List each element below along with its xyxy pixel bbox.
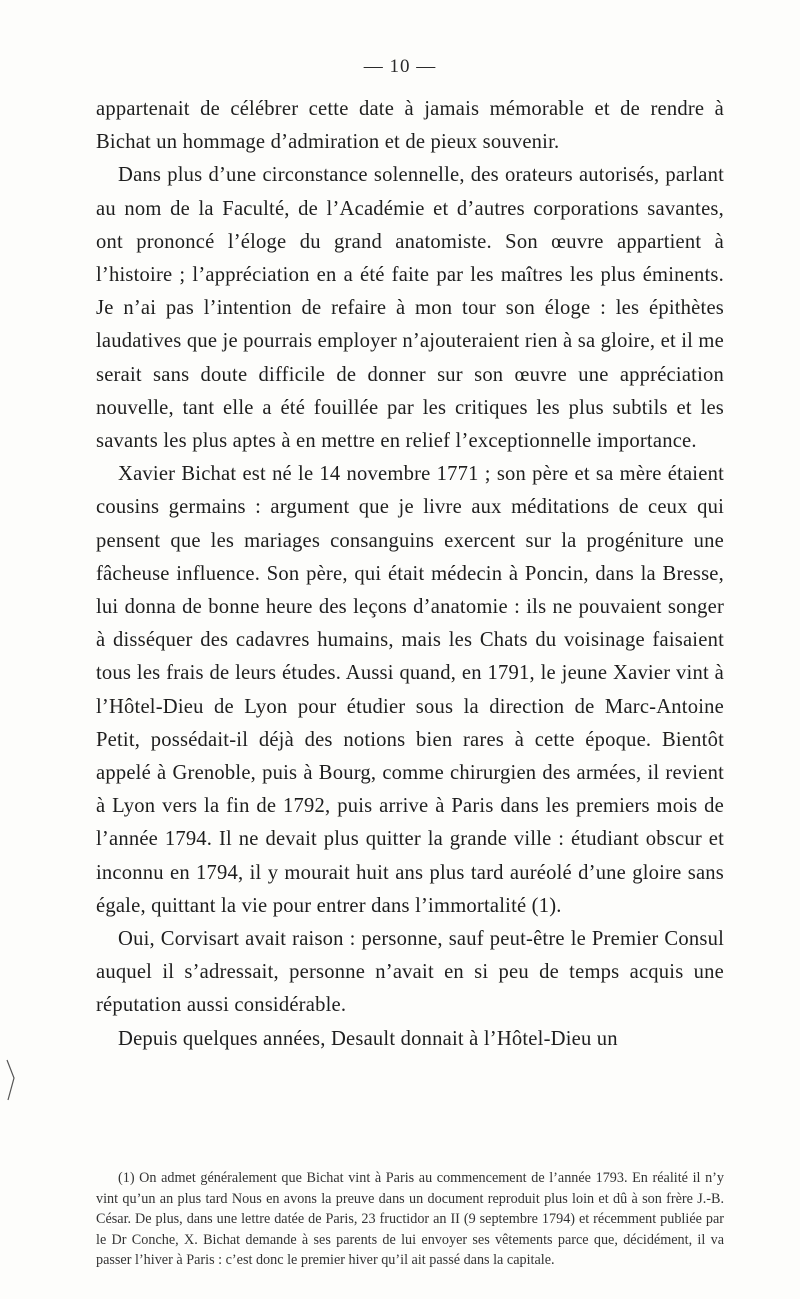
paragraph-biography: Xavier Bichat est né le 14 novembre 1771 ; son père et sa mère étaient cousins germains : argument que je livre aux méditations de ceux qui pensent que les mariages consanguins exercent sur la progéniture une fâcheuse influence. Son père, qui était médecin à Poncin, dans la Bresse, lui donna de bonne heure des leçons d’anatomie : ils ne pouvaient songer à disséquer des cadavres humains, mais les Chats du voisinage faisaient tous les frais de leurs études. Aussi quand, en 1791, le jeune Xavier vint à l’Hôtel-Dieu de Lyon pour étudier sous la direction de Marc-Antoine Petit, possédait-il déjà des notions bien rares à cette époque. Bientôt appelé à Grenoble, puis à Bourg, comme chirurgien des armées, il revient à Lyon vers la fin de 1792, puis arrive à Paris dans les premiers mois de l’année 1794. Il ne devait plus quitter la grande ville : étudiant obscur et inconnu en 1794, il y mourait huit ans plus tard auréolé d’une gloire sans égale, quittant la vie pour entrer dans l’immortalité (1).	[96, 463, 724, 917]
body-text	[96, 93, 724, 1056]
footnote-text: (1) On admet généralement que Bichat vint à Paris au commencement de l’année 1793. En réalité il n’y vint qu’un an plus tard Nous en avons la preuve dans un document reproduit plus loin et dû à son frère J.-B. César. De plus, dans une lettre datée de Paris, 23 fructidor an II (9 septembre 1794) et récemment publiée par le Dr Conche, X. Bichat demande à ses parents de lui envoyer ses vêtements parce que, décidément, il va passer l’hiver à Paris : c’est donc le premier hiver qu’il ait passé dans la capitale.	[96, 1170, 724, 1269]
paragraph-desault: Depuis quelques années, Desault donnait à l’Hôtel-Dieu un	[118, 1027, 618, 1050]
paragraph-continuation: appartenait de célébrer cette date à jamais mémorable et de rendre à Bichat un hommage d’admiration et de pieux souvenir.	[96, 98, 724, 154]
page-number: — 10 —	[363, 56, 437, 77]
margin-scratch-mark	[4, 1058, 18, 1102]
footnote	[96, 1168, 724, 1271]
paragraph-corvisart: Oui, Corvisart avait raison : personne, sauf peut-être le Premier Consul auquel il s’adressait, personne n’avait en si peu de temps acquis une réputation aussi considérable.	[96, 928, 724, 1017]
paragraph-eloge: Dans plus d’une circonstance solennelle, des orateurs autorisés, parlant au nom de la Faculté, de l’Académie et d’autres corporations savantes, ont prononcé l’éloge du grand anatomiste. Son œuvre appartient à l’histoire ; l’appréciation en a été faite par les maîtres les plus éminents. Je n’ai pas l’intention de refaire à mon tour son éloge : les épithètes laudatives que je pourrais employer n’ajouteraient rien à sa gloire, et il me serait sans doute difficile de donner sur son œuvre une appréciation nouvelle, tant elle a été fouillée par les critiques les plus subtils et les savants les plus aptes à en mettre en relief l’exceptionnelle importance.	[96, 164, 724, 453]
